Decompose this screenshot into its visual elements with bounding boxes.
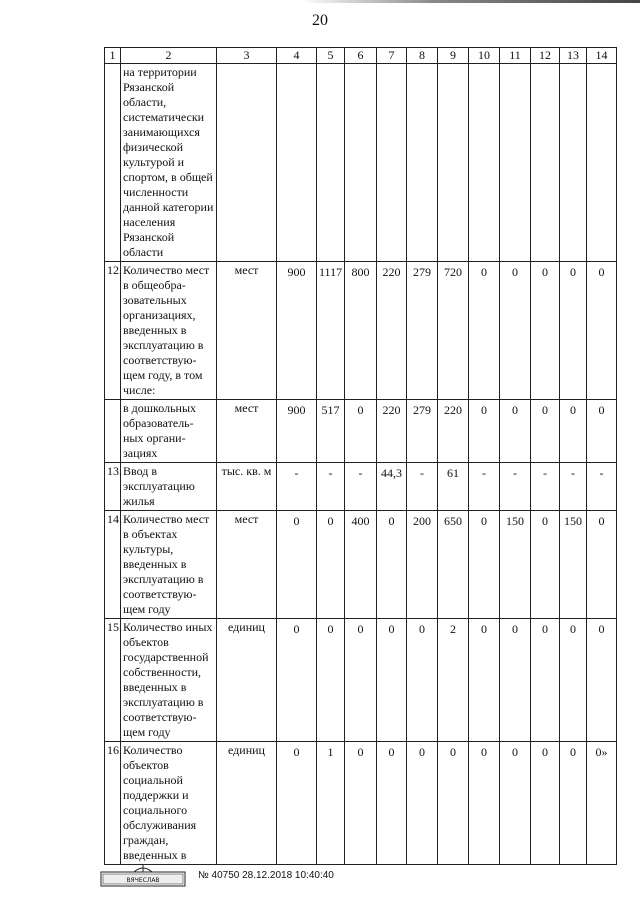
page-number: 20 [312, 12, 328, 29]
value-cell: 0 [469, 511, 500, 619]
svg-text:ВЯЧЕСЛАВ: ВЯЧЕСЛАВ [126, 877, 160, 884]
value-cell: 0 [469, 742, 500, 865]
indicator-name: в дошкольных образователь- ных органи- зациях [121, 400, 217, 463]
column-number-2: 2 [121, 48, 217, 64]
unit-of-measure: тыс. кв. м [217, 463, 277, 511]
row-number: 13. [105, 463, 121, 511]
indicator-name: Ввод в эксплуатацию жилья [121, 463, 217, 511]
value-cell: 800 [345, 262, 377, 400]
registration-number: № 40750 28.12.2018 10:40:40 [198, 870, 334, 881]
value-cell: 0 [377, 619, 407, 742]
value-cell: 0» [587, 742, 617, 865]
column-number-7: 7 [377, 48, 407, 64]
value-cell: 0 [587, 262, 617, 400]
table-row [105, 742, 617, 865]
value-cell: 200 [407, 511, 438, 619]
table-row [105, 619, 617, 742]
indicator-name: Количество иных объектов государственной собственности, введенных в эксплуатацию в соответствую- щем году [121, 619, 217, 742]
value-cell: 0 [377, 511, 407, 619]
value-cell: 0 [469, 619, 500, 742]
unit-of-measure [217, 64, 277, 262]
unit-of-measure: единиц [217, 619, 277, 742]
value-cell: - [345, 463, 377, 511]
column-number-10: 10 [469, 48, 500, 64]
value-cell: 0 [469, 262, 500, 400]
value-cell: 0 [560, 742, 587, 865]
value-cell [277, 64, 317, 262]
value-cell: 900 [277, 262, 317, 400]
row-number: 12. [105, 262, 121, 400]
value-cell [469, 64, 500, 262]
value-cell: 2 [438, 619, 469, 742]
unit-of-measure: мест [217, 511, 277, 619]
value-cell: 0 [560, 262, 587, 400]
column-number-1: 1 [105, 48, 121, 64]
value-cell: 900 [277, 400, 317, 463]
value-cell: 517 [317, 400, 345, 463]
column-number-14: 14 [587, 48, 617, 64]
value-cell: - [277, 463, 317, 511]
value-cell: 0 [500, 742, 531, 865]
value-cell: 61 [438, 463, 469, 511]
value-cell: 0 [500, 262, 531, 400]
value-cell: 0 [560, 619, 587, 742]
value-cell: 150 [560, 511, 587, 619]
value-cell: - [560, 463, 587, 511]
value-cell: 0 [587, 400, 617, 463]
value-cell: - [531, 463, 560, 511]
registration-stamp-logo [100, 864, 186, 888]
column-number-5: 5 [317, 48, 345, 64]
column-number-12: 12 [531, 48, 560, 64]
value-cell: 0 [345, 619, 377, 742]
value-cell: - [469, 463, 500, 511]
value-cell: 0 [407, 619, 438, 742]
value-cell: 650 [438, 511, 469, 619]
value-cell: 0 [277, 511, 317, 619]
column-number-11: 11 [500, 48, 531, 64]
value-cell: 0 [587, 619, 617, 742]
value-cell: 0 [345, 742, 377, 865]
row-number: 14. [105, 511, 121, 619]
value-cell: 0 [500, 400, 531, 463]
document-footer [100, 858, 520, 898]
table-row [105, 463, 617, 511]
row-number [105, 64, 121, 262]
value-cell: 0 [587, 511, 617, 619]
value-cell [587, 64, 617, 262]
value-cell: 220 [377, 262, 407, 400]
row-number [105, 400, 121, 463]
value-cell: 1 [317, 742, 345, 865]
indicator-name: Количество мест в общеобра- зовательных организациях, введенных в эксплуатацию в соответствую- щем году, в том числе: [121, 262, 217, 400]
value-cell [317, 64, 345, 262]
value-cell: 279 [407, 262, 438, 400]
column-number-6: 6 [345, 48, 377, 64]
scan-edge-line [300, 0, 640, 3]
indicators-table [104, 47, 617, 865]
value-cell: 220 [438, 400, 469, 463]
value-cell: 1117 [317, 262, 345, 400]
unit-of-measure: единиц [217, 742, 277, 865]
value-cell: 720 [438, 262, 469, 400]
value-cell: 0 [407, 742, 438, 865]
value-cell: 0 [377, 742, 407, 865]
row-number: 15. [105, 619, 121, 742]
value-cell: 400 [345, 511, 377, 619]
value-cell: 0 [469, 400, 500, 463]
value-cell: 0 [438, 742, 469, 865]
value-cell: 44,3 [377, 463, 407, 511]
table-row [105, 262, 617, 400]
column-number-4: 4 [277, 48, 317, 64]
value-cell [560, 64, 587, 262]
column-number-3: 3 [217, 48, 277, 64]
unit-of-measure: мест [217, 262, 277, 400]
column-number-8: 8 [407, 48, 438, 64]
column-number-row [105, 48, 617, 64]
value-cell: 0 [277, 742, 317, 865]
value-cell: 0 [500, 619, 531, 742]
value-cell: - [587, 463, 617, 511]
row-number: 16. [105, 742, 121, 865]
indicator-name: Количество объектов социальной поддержки и социального обслуживания граждан, введенных в [121, 742, 217, 865]
value-cell: 0 [560, 400, 587, 463]
value-cell: 0 [531, 511, 560, 619]
indicator-name: на территории Рязанской области, систематически занимающихся физической культурой и спортом, в общей численности данной категории населения Рязанской области [121, 64, 217, 262]
column-number-9: 9 [438, 48, 469, 64]
value-cell: 220 [377, 400, 407, 463]
table-row [105, 511, 617, 619]
value-cell [500, 64, 531, 262]
value-cell [438, 64, 469, 262]
value-cell: 279 [407, 400, 438, 463]
value-cell: - [317, 463, 345, 511]
value-cell: 0 [531, 400, 560, 463]
value-cell [377, 64, 407, 262]
value-cell [531, 64, 560, 262]
column-number-13: 13 [560, 48, 587, 64]
value-cell: 0 [531, 742, 560, 865]
value-cell: - [500, 463, 531, 511]
value-cell: 0 [531, 262, 560, 400]
value-cell: 0 [531, 619, 560, 742]
value-cell: 0 [317, 511, 345, 619]
value-cell: 0 [345, 400, 377, 463]
value-cell: 0 [317, 619, 345, 742]
table-row [105, 400, 617, 463]
unit-of-measure: мест [217, 400, 277, 463]
value-cell: 150 [500, 511, 531, 619]
indicator-name: Количество мест в объектах культуры, введенных в эксплуатацию в соответствую- щем году [121, 511, 217, 619]
value-cell: - [407, 463, 438, 511]
table-row [105, 64, 617, 262]
value-cell [345, 64, 377, 262]
value-cell [407, 64, 438, 262]
value-cell: 0 [277, 619, 317, 742]
